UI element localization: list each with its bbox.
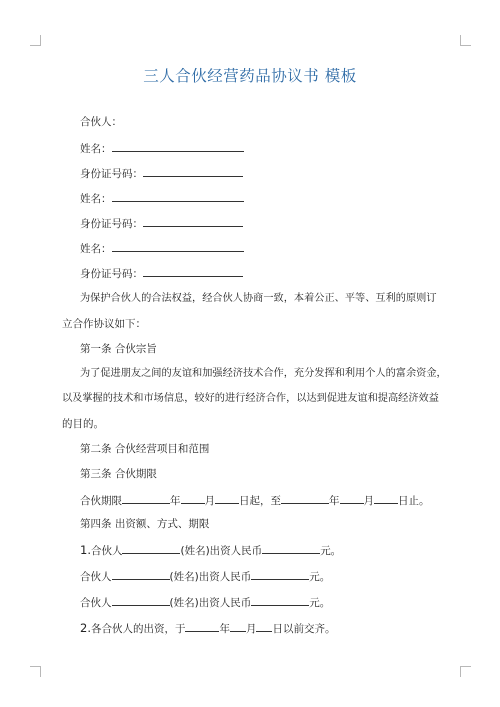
partner1-name-row (80, 141, 244, 155)
blank-field[interactable] (215, 493, 239, 504)
item-number: 2. (80, 621, 91, 635)
name-label: 姓名： (80, 143, 112, 155)
day-end-label: 日止。 (398, 495, 430, 507)
deadline-text: 各合伙人的出资，于 (90, 623, 186, 635)
blank-field[interactable] (262, 543, 320, 554)
month-label: 月 (204, 495, 215, 507)
article-2-heading: 第二条 合伙经营项目和范围 (80, 443, 210, 455)
blank-field[interactable] (112, 241, 244, 252)
blank-field[interactable] (122, 493, 170, 504)
partner-label: 合伙人： (80, 116, 122, 128)
partner2-name-row (80, 191, 244, 205)
capital-row-3 (80, 595, 330, 609)
blank-field[interactable] (281, 493, 329, 504)
document-title: 三人合伙经营药品协议书 模板 (143, 67, 357, 85)
yuan-label: 元。 (320, 545, 342, 557)
blank-field[interactable] (112, 595, 170, 606)
blank-field[interactable] (185, 621, 219, 632)
id-label: 身份证号码： (80, 268, 143, 280)
deadline-tail: 日以前交齐。 (272, 623, 336, 635)
article-1-line-1: 为了促进朋友之间的友谊和加强经济技术合作，充分发挥和利用个人的富余资金， (80, 368, 447, 379)
partner-word: 合伙人 (80, 571, 112, 583)
contribution-deadline-row (80, 621, 335, 635)
year-label: 年 (219, 623, 230, 635)
preamble-line-1: 为保护合伙人的合法权益，经合伙人协商一致，本着公正、平等、互利的原则订 (80, 293, 437, 304)
partner3-id-row (80, 266, 243, 280)
blank-field[interactable] (256, 621, 272, 632)
capital-row-2 (80, 569, 330, 583)
preamble-line-2: 立合作协议如下： (62, 318, 146, 330)
crop-mark-bottom-left (30, 666, 41, 677)
blank-field[interactable] (251, 595, 309, 606)
crop-mark-top-right (460, 35, 471, 46)
blank-field[interactable] (340, 493, 364, 504)
name-label: 姓名： (80, 193, 112, 205)
blank-field[interactable] (143, 216, 243, 227)
month-label: 月 (363, 495, 374, 507)
partner-word: 合伙人 (80, 597, 112, 609)
capital-row-1 (80, 543, 341, 557)
name-note: (姓名)出资人民币 (169, 597, 252, 609)
blank-field[interactable] (112, 141, 244, 152)
item-number: 1. (80, 543, 91, 557)
article-3-heading: 第三条 合伙期限 (80, 468, 157, 480)
partner1-id-row (80, 166, 243, 180)
blank-field[interactable] (143, 166, 243, 177)
blank-field[interactable] (181, 493, 205, 504)
crop-mark-top-left (30, 35, 41, 46)
year-label: 年 (329, 495, 340, 507)
blank-field[interactable] (251, 569, 309, 580)
day-from-label: 日起，至 (239, 495, 281, 507)
crop-mark-bottom-right (460, 666, 471, 677)
article-1-line-2: 以及掌握的技术和市场信息，较好的进行经济合作，以达到促进友谊和提高经济效益 (62, 393, 439, 404)
partner2-id-row (80, 216, 243, 230)
article-1-line-3: 的目的。 (62, 418, 104, 430)
article-1-heading: 第一条 合伙宗旨 (80, 343, 157, 355)
name-note: (姓名)出资人民币 (180, 545, 263, 557)
id-label: 身份证号码： (80, 168, 143, 180)
term-prefix: 合伙期限 (80, 495, 122, 507)
name-label: 姓名： (80, 243, 112, 255)
blank-field[interactable] (374, 493, 398, 504)
month-label: 月 (245, 623, 257, 635)
blank-field[interactable] (112, 191, 244, 202)
blank-field[interactable] (122, 543, 180, 554)
partner3-name-row (80, 241, 244, 255)
article-4-heading: 第四条 出资额、方式、期限 (80, 518, 210, 530)
year-label: 年 (170, 495, 181, 507)
id-label: 身份证号码： (80, 218, 143, 230)
yuan-label: 元。 (309, 597, 331, 609)
blank-field[interactable] (143, 266, 243, 277)
term-row (80, 493, 430, 507)
blank-field[interactable] (230, 621, 246, 632)
yuan-label: 元。 (309, 571, 331, 583)
partner-word: 合伙人 (90, 545, 123, 557)
blank-field[interactable] (112, 569, 170, 580)
name-note: (姓名)出资人民币 (169, 571, 252, 583)
